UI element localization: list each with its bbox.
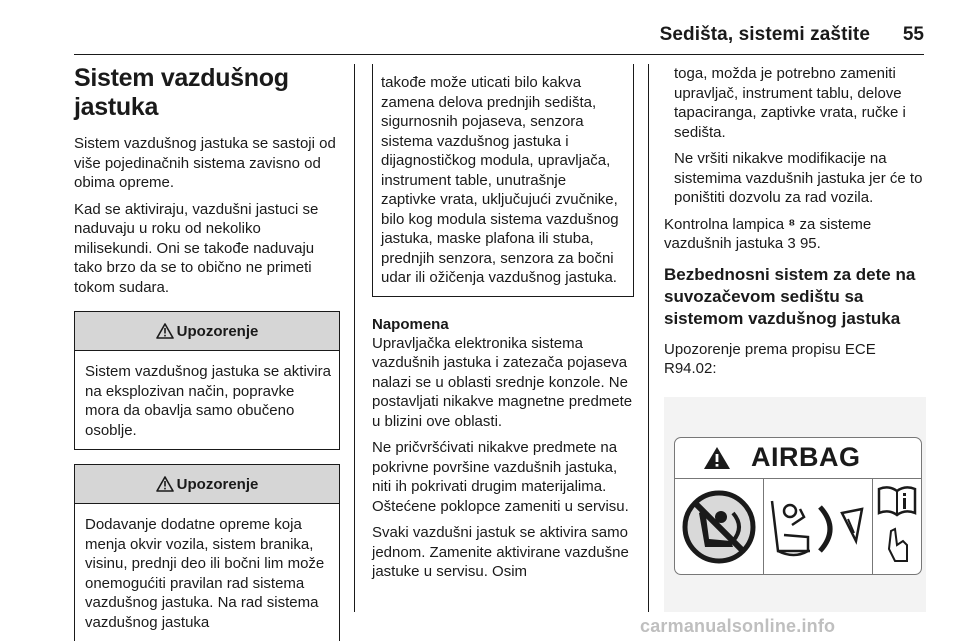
airbag-warning-figure [664, 397, 926, 612]
warning-text: Sistem vazdušnog jastuka se aktivira na eksplozivan način, popravke mora da obavlja samo obučeno osoblje. [85, 363, 331, 439]
warning-header [75, 465, 339, 504]
lamp-text: Kontrolna lampica [664, 215, 785, 233]
warning-triangle-icon [156, 323, 174, 339]
no-rear-facing-child-seat-icon [675, 479, 763, 574]
airbag-deploy-cell [764, 479, 873, 574]
warning-header [75, 312, 339, 351]
read-manual-icon [873, 479, 921, 574]
page-ref[interactable]: 95. [799, 235, 821, 252]
warning-text: Dodavanje dodatne opreme koja menja okvir vozila, sistem branika, visinu, prednji deo ili bočni lim može onemogućiti pravilan rad sistema vazdušnog jastuka. Na rad sistema vazdušnog jastuka [85, 516, 325, 631]
column-divider-2 [648, 64, 649, 612]
warning-label: Upozorenje [176, 322, 259, 340]
airbag-lamp-icon: ⁸ [788, 215, 796, 233]
column-2 [372, 64, 634, 589]
warning-label: Upozorenje [176, 475, 259, 493]
warning-triangle-icon [703, 446, 731, 470]
column-divider-1 [354, 64, 355, 612]
no-child-seat-cell [675, 479, 764, 574]
paragraph: toga, možda je potrebno zameniti upravljač, instrument tablu, delove tapaciranga, zaptivke vrata, ručke i sedišta. [674, 65, 906, 141]
warning-continuation-text: takođe može uticati bilo kakva zamena delova prednjih sedišta, sigurnosnih pojaseva, senzora sistema vazdušnog jastuka i dijagnostičkog modula, upravljača, instrument table, unutrašnje zaptivke vrata, uključujući zvučnike, bilo kog modula sistema vazdušnog jastuka, maske plafona ili stuba, prednjih senzora, senzora za bočni udar ili ožičenja vazdušnog jastuka. [381, 74, 619, 286]
lamp-paragraph [664, 215, 926, 254]
paragraph: Kad se aktiviraju, vazdušni jastuci se naduvaju u roku od nekoliko milisekundi. Oni se takođe naduvaju tako brzo da se to obično ne primeti tokom sudara. [74, 200, 319, 296]
paragraph: Sistem vazdušnog jastuka se sastoji od više pojedinačnih sistema zavisno od obima opreme. [74, 135, 336, 191]
airbag-warning-label [674, 437, 922, 575]
note-paragraph: Upravljačka elektronika sistema vazdušnih jastuka i zatezača pojaseva nalazi se u oblasti srednje konzole. Ne postavljati nikakve magnetne predmete u blizini ove oblasti. [372, 334, 633, 430]
section-title: Sistem vazdušnog jastuka [74, 64, 289, 121]
warning-triangle-icon [156, 476, 174, 492]
subsection-title: Bezbednosni sistem za dete na suvozačevom sedištu sa sistemom vazdušnog jastuka [664, 264, 916, 328]
column-3 [664, 64, 926, 612]
warning-box [74, 311, 340, 450]
label-top-row [675, 438, 921, 479]
paragraph: Ne vršiti nikakve modifikacije na sistemima vazdušnih jastuka jer će to poništiti dozvolu za rad vozila. [674, 150, 923, 206]
lamp-text-2: za sisteme vazdušnih jastuka [664, 215, 872, 252]
watermark-text: carmanualsonline.info [640, 616, 836, 636]
airbag-label-text: AIRBAG [751, 441, 861, 472]
header-rule [74, 54, 924, 55]
warning-continuation-box [372, 64, 634, 297]
warning-box [74, 464, 340, 641]
page-number: 55 [902, 24, 924, 45]
note-title: Napomena [372, 315, 449, 333]
page-header-title: Sedišta, sistemi zaštite [659, 24, 870, 45]
column-1 [74, 64, 340, 641]
seat-airbag-deploy-icon [764, 479, 872, 574]
note-paragraph: Svaki vazdušni jastuk se aktivira samo jednom. Zamenite aktivirane vazdušne jastuke u servisu. Osim [372, 524, 629, 580]
paragraph: Upozorenje prema propisu ECE R94.02: [664, 340, 876, 377]
manual-cell [873, 479, 921, 574]
page-ref-arrow-icon: 3 [787, 235, 796, 252]
note-paragraph: Ne pričvršćivati nikakve predmete na pokrivne površine vazdušnih jastuka, niti ih pokrivati drugim materijalima. Oštećene poklopce zameniti u servisu. [372, 439, 629, 515]
